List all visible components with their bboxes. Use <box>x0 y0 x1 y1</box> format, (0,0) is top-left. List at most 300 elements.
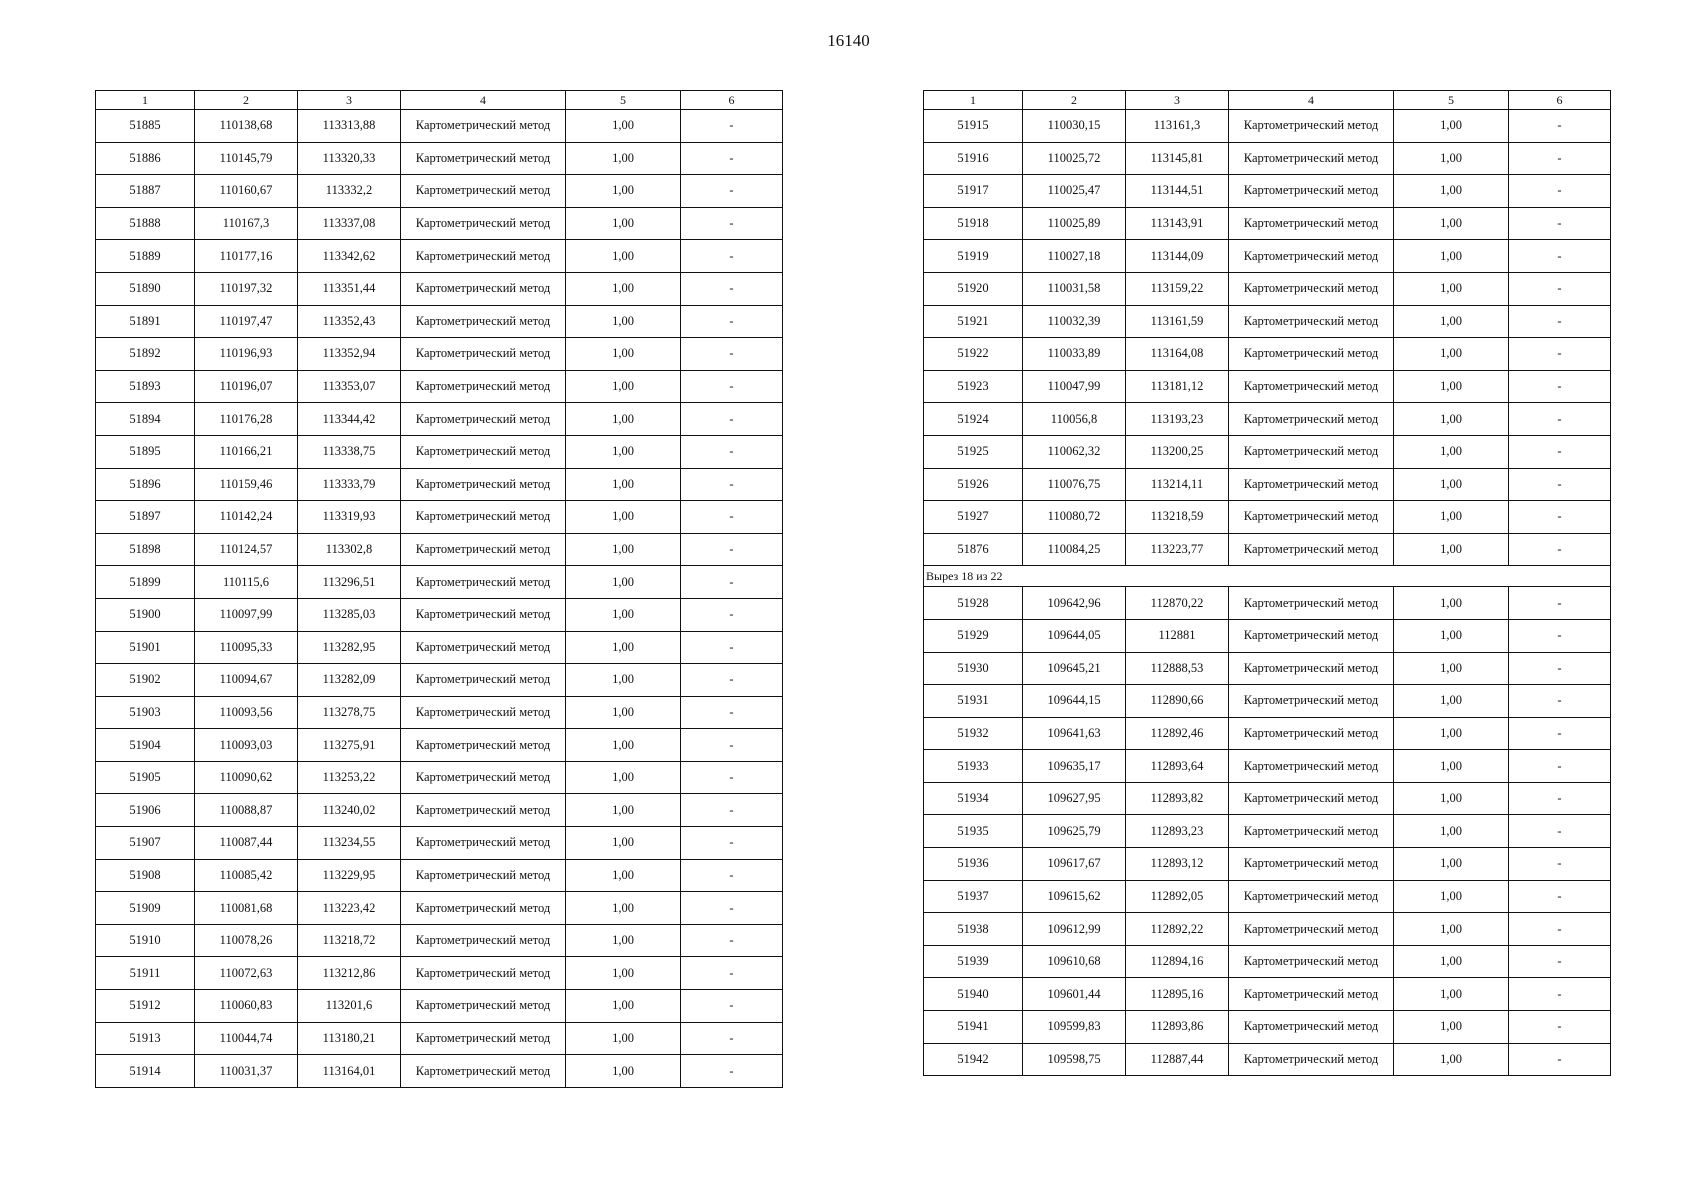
x-coordinate-cell: 110097,99 <box>195 598 298 631</box>
description-cell: - <box>1509 435 1611 468</box>
method-cell: Картометрический метод <box>401 990 566 1023</box>
description-cell: - <box>681 305 783 338</box>
method-cell: Картометрический метод <box>1229 403 1394 436</box>
point-number-cell: 51886 <box>96 142 195 175</box>
table-row <box>96 142 783 175</box>
point-number-cell: 51942 <box>924 1043 1023 1076</box>
x-coordinate-cell: 110196,93 <box>195 338 298 371</box>
description-cell: - <box>1509 913 1611 946</box>
table-row <box>96 533 783 566</box>
description-cell: - <box>681 631 783 664</box>
y-coordinate-cell: 112893,86 <box>1126 1011 1229 1044</box>
table-row <box>924 717 1611 750</box>
method-cell: Картометрический метод <box>1229 110 1394 143</box>
method-cell: Картометрический метод <box>1229 175 1394 208</box>
accuracy-cell: 1,00 <box>1394 587 1509 620</box>
accuracy-cell: 1,00 <box>1394 305 1509 338</box>
accuracy-cell: 1,00 <box>1394 272 1509 305</box>
column-header: 1 <box>924 91 1023 110</box>
table-row <box>96 696 783 729</box>
point-number-cell: 51887 <box>96 175 195 208</box>
x-coordinate-cell: 110025,47 <box>1023 175 1126 208</box>
x-coordinate-cell: 110145,79 <box>195 142 298 175</box>
accuracy-cell: 1,00 <box>1394 468 1509 501</box>
table-row <box>96 175 783 208</box>
x-coordinate-cell: 109625,79 <box>1023 815 1126 848</box>
method-cell: Картометрический метод <box>401 566 566 599</box>
method-cell: Картометрический метод <box>1229 501 1394 534</box>
point-number-cell: 51893 <box>96 370 195 403</box>
column-header: 4 <box>1229 91 1394 110</box>
y-coordinate-cell: 113234,55 <box>298 827 401 860</box>
point-number-cell: 51905 <box>96 761 195 794</box>
description-cell: - <box>1509 370 1611 403</box>
method-cell: Картометрический метод <box>1229 305 1394 338</box>
y-coordinate-cell: 113161,3 <box>1126 110 1229 143</box>
method-cell: Картометрический метод <box>401 305 566 338</box>
column-header: 2 <box>195 91 298 110</box>
point-number-cell: 51899 <box>96 566 195 599</box>
method-cell: Картометрический метод <box>1229 685 1394 718</box>
point-number-cell: 51927 <box>924 501 1023 534</box>
point-number-cell: 51940 <box>924 978 1023 1011</box>
description-cell: - <box>681 533 783 566</box>
method-cell: Картометрический метод <box>1229 435 1394 468</box>
x-coordinate-cell: 110047,99 <box>1023 370 1126 403</box>
x-coordinate-cell: 110197,47 <box>195 305 298 338</box>
table-row <box>96 859 783 892</box>
x-coordinate-cell: 110087,44 <box>195 827 298 860</box>
point-number-cell: 51937 <box>924 880 1023 913</box>
column-header: 1 <box>96 91 195 110</box>
description-cell: - <box>1509 142 1611 175</box>
point-number-cell: 51900 <box>96 598 195 631</box>
method-cell: Картометрический метод <box>401 859 566 892</box>
x-coordinate-cell: 110095,33 <box>195 631 298 664</box>
y-coordinate-cell: 113333,79 <box>298 468 401 501</box>
x-coordinate-cell: 110090,62 <box>195 761 298 794</box>
accuracy-cell: 1,00 <box>1394 142 1509 175</box>
x-coordinate-cell: 110060,83 <box>195 990 298 1023</box>
accuracy-cell: 1,00 <box>1394 1043 1509 1076</box>
table-row <box>924 945 1611 978</box>
point-number-cell: 51916 <box>924 142 1023 175</box>
x-coordinate-cell: 110031,58 <box>1023 272 1126 305</box>
method-cell: Картометрический метод <box>1229 717 1394 750</box>
table-row <box>96 1055 783 1088</box>
accuracy-cell: 1,00 <box>566 110 681 143</box>
y-coordinate-cell: 112893,64 <box>1126 750 1229 783</box>
x-coordinate-cell: 109645,21 <box>1023 652 1126 685</box>
section-label: Вырез 18 из 22 <box>924 566 1611 587</box>
method-cell: Картометрический метод <box>401 403 566 436</box>
method-cell: Картометрический метод <box>401 272 566 305</box>
table-row <box>924 913 1611 946</box>
method-cell: Картометрический метод <box>1229 1011 1394 1044</box>
description-cell: - <box>681 892 783 925</box>
description-cell: - <box>1509 815 1611 848</box>
x-coordinate-cell: 110072,63 <box>195 957 298 990</box>
accuracy-cell: 1,00 <box>1394 207 1509 240</box>
point-number-cell: 51913 <box>96 1022 195 1055</box>
method-cell: Картометрический метод <box>401 1022 566 1055</box>
description-cell: - <box>1509 272 1611 305</box>
table-row <box>924 782 1611 815</box>
y-coordinate-cell: 112895,16 <box>1126 978 1229 1011</box>
x-coordinate-cell: 110080,72 <box>1023 501 1126 534</box>
table-row <box>924 848 1611 881</box>
accuracy-cell: 1,00 <box>566 729 681 762</box>
method-cell: Картометрический метод <box>401 957 566 990</box>
description-cell: - <box>681 501 783 534</box>
y-coordinate-cell: 112890,66 <box>1126 685 1229 718</box>
point-number-cell: 51914 <box>96 1055 195 1088</box>
point-number-cell: 51921 <box>924 305 1023 338</box>
description-cell: - <box>681 729 783 762</box>
table-row <box>924 435 1611 468</box>
description-cell: - <box>681 794 783 827</box>
table-row <box>924 652 1611 685</box>
point-number-cell: 51908 <box>96 859 195 892</box>
description-cell: - <box>1509 1011 1611 1044</box>
description-cell: - <box>681 207 783 240</box>
method-cell: Картометрический метод <box>401 142 566 175</box>
table-row <box>924 750 1611 783</box>
y-coordinate-cell: 113282,95 <box>298 631 401 664</box>
method-cell: Картометрический метод <box>401 598 566 631</box>
column-header: 2 <box>1023 91 1126 110</box>
description-cell: - <box>681 110 783 143</box>
point-number-cell: 51941 <box>924 1011 1023 1044</box>
y-coordinate-cell: 113214,11 <box>1126 468 1229 501</box>
accuracy-cell: 1,00 <box>1394 240 1509 273</box>
x-coordinate-cell: 110078,26 <box>195 924 298 957</box>
point-number-cell: 51922 <box>924 338 1023 371</box>
point-number-cell: 51904 <box>96 729 195 762</box>
y-coordinate-cell: 113332,2 <box>298 175 401 208</box>
x-coordinate-cell: 110027,18 <box>1023 240 1126 273</box>
point-number-cell: 51907 <box>96 827 195 860</box>
point-number-cell: 51889 <box>96 240 195 273</box>
method-cell: Картометрический метод <box>401 696 566 729</box>
table-row <box>924 142 1611 175</box>
table-row <box>924 587 1611 620</box>
method-cell: Картометрический метод <box>401 501 566 534</box>
description-cell: - <box>681 142 783 175</box>
description-cell: - <box>1509 685 1611 718</box>
y-coordinate-cell: 113159,22 <box>1126 272 1229 305</box>
method-cell: Картометрический метод <box>1229 815 1394 848</box>
method-cell: Картометрический метод <box>1229 913 1394 946</box>
method-cell: Картометрический метод <box>1229 370 1394 403</box>
y-coordinate-cell: 112881 <box>1126 619 1229 652</box>
accuracy-cell: 1,00 <box>1394 370 1509 403</box>
description-cell: - <box>681 1022 783 1055</box>
point-number-cell: 51896 <box>96 468 195 501</box>
point-number-cell: 51903 <box>96 696 195 729</box>
method-cell: Картометрический метод <box>401 240 566 273</box>
description-cell: - <box>681 859 783 892</box>
y-coordinate-cell: 113212,86 <box>298 957 401 990</box>
y-coordinate-cell: 113145,81 <box>1126 142 1229 175</box>
accuracy-cell: 1,00 <box>566 533 681 566</box>
column-header: 3 <box>298 91 401 110</box>
table-row <box>924 175 1611 208</box>
x-coordinate-cell: 110025,72 <box>1023 142 1126 175</box>
accuracy-cell: 1,00 <box>566 338 681 371</box>
x-coordinate-cell: 110081,68 <box>195 892 298 925</box>
x-coordinate-cell: 110124,57 <box>195 533 298 566</box>
point-number-cell: 51894 <box>96 403 195 436</box>
x-coordinate-cell: 109627,95 <box>1023 782 1126 815</box>
point-number-cell: 51929 <box>924 619 1023 652</box>
y-coordinate-cell: 112887,44 <box>1126 1043 1229 1076</box>
y-coordinate-cell: 113193,23 <box>1126 403 1229 436</box>
y-coordinate-cell: 113285,03 <box>298 598 401 631</box>
table-row <box>924 978 1611 1011</box>
table-row <box>96 794 783 827</box>
accuracy-cell: 1,00 <box>566 175 681 208</box>
description-cell: - <box>681 664 783 697</box>
y-coordinate-cell: 113337,08 <box>298 207 401 240</box>
accuracy-cell: 1,00 <box>566 501 681 534</box>
description-cell: - <box>681 175 783 208</box>
y-coordinate-cell: 113200,25 <box>1126 435 1229 468</box>
point-number-cell: 51924 <box>924 403 1023 436</box>
x-coordinate-cell: 110076,75 <box>1023 468 1126 501</box>
point-number-cell: 51934 <box>924 782 1023 815</box>
description-cell: - <box>1509 110 1611 143</box>
table-row <box>96 110 783 143</box>
method-cell: Картометрический метод <box>1229 272 1394 305</box>
table-row <box>924 880 1611 913</box>
description-cell: - <box>1509 533 1611 566</box>
accuracy-cell: 1,00 <box>566 207 681 240</box>
description-cell: - <box>1509 945 1611 978</box>
accuracy-cell: 1,00 <box>566 794 681 827</box>
table-row <box>96 207 783 240</box>
description-cell: - <box>1509 782 1611 815</box>
y-coordinate-cell: 113218,72 <box>298 924 401 957</box>
point-number-cell: 51936 <box>924 848 1023 881</box>
point-number-cell: 51920 <box>924 272 1023 305</box>
method-cell: Картометрический метод <box>1229 652 1394 685</box>
x-coordinate-cell: 109601,44 <box>1023 978 1126 1011</box>
x-coordinate-cell: 109612,99 <box>1023 913 1126 946</box>
table-row <box>96 990 783 1023</box>
x-coordinate-cell: 110033,89 <box>1023 338 1126 371</box>
point-number-cell: 51876 <box>924 533 1023 566</box>
accuracy-cell: 1,00 <box>566 827 681 860</box>
point-number-cell: 51919 <box>924 240 1023 273</box>
point-number-cell: 51902 <box>96 664 195 697</box>
accuracy-cell: 1,00 <box>1394 750 1509 783</box>
x-coordinate-cell: 110093,03 <box>195 729 298 762</box>
x-coordinate-cell: 110159,46 <box>195 468 298 501</box>
description-cell: - <box>681 924 783 957</box>
accuracy-cell: 1,00 <box>566 403 681 436</box>
column-header: 5 <box>566 91 681 110</box>
y-coordinate-cell: 113351,44 <box>298 272 401 305</box>
accuracy-cell: 1,00 <box>1394 338 1509 371</box>
description-cell: - <box>1509 717 1611 750</box>
method-cell: Картометрический метод <box>1229 142 1394 175</box>
description-cell: - <box>1509 750 1611 783</box>
section-row <box>924 566 1611 587</box>
table-row <box>96 761 783 794</box>
table-row <box>96 924 783 957</box>
table-row <box>96 631 783 664</box>
x-coordinate-cell: 110044,74 <box>195 1022 298 1055</box>
table-row <box>924 501 1611 534</box>
description-cell: - <box>681 696 783 729</box>
point-number-cell: 51898 <box>96 533 195 566</box>
description-cell: - <box>1509 501 1611 534</box>
accuracy-cell: 1,00 <box>566 892 681 925</box>
column-header: 3 <box>1126 91 1229 110</box>
table-row <box>924 815 1611 848</box>
table-row <box>96 566 783 599</box>
method-cell: Картометрический метод <box>401 370 566 403</box>
method-cell: Картометрический метод <box>1229 880 1394 913</box>
method-cell: Картометрический метод <box>401 468 566 501</box>
y-coordinate-cell: 112892,05 <box>1126 880 1229 913</box>
accuracy-cell: 1,00 <box>566 924 681 957</box>
accuracy-cell: 1,00 <box>1394 533 1509 566</box>
method-cell: Картометрический метод <box>1229 619 1394 652</box>
point-number-cell: 51925 <box>924 435 1023 468</box>
description-cell: - <box>681 435 783 468</box>
page-number: 16140 <box>827 31 870 50</box>
description-cell: - <box>681 761 783 794</box>
y-coordinate-cell: 112870,22 <box>1126 587 1229 620</box>
y-coordinate-cell: 113338,75 <box>298 435 401 468</box>
method-cell: Картометрический метод <box>1229 240 1394 273</box>
y-coordinate-cell: 113240,02 <box>298 794 401 827</box>
description-cell: - <box>681 990 783 1023</box>
accuracy-cell: 1,00 <box>566 631 681 664</box>
table-row <box>924 533 1611 566</box>
x-coordinate-cell: 109644,05 <box>1023 619 1126 652</box>
table-row <box>96 957 783 990</box>
point-number-cell: 51912 <box>96 990 195 1023</box>
point-number-cell: 51906 <box>96 794 195 827</box>
table-row <box>96 892 783 925</box>
table-row <box>96 827 783 860</box>
y-coordinate-cell: 113352,43 <box>298 305 401 338</box>
table-row <box>924 110 1611 143</box>
accuracy-cell: 1,00 <box>1394 782 1509 815</box>
accuracy-cell: 1,00 <box>1394 403 1509 436</box>
y-coordinate-cell: 113344,42 <box>298 403 401 436</box>
method-cell: Картометрический метод <box>1229 468 1394 501</box>
table-row <box>924 272 1611 305</box>
description-cell: - <box>1509 978 1611 1011</box>
y-coordinate-cell: 112893,23 <box>1126 815 1229 848</box>
point-number-cell: 51933 <box>924 750 1023 783</box>
description-cell: - <box>1509 240 1611 273</box>
method-cell: Картометрический метод <box>401 892 566 925</box>
y-coordinate-cell: 113282,09 <box>298 664 401 697</box>
accuracy-cell: 1,00 <box>566 696 681 729</box>
y-coordinate-cell: 112893,12 <box>1126 848 1229 881</box>
method-cell: Картометрический метод <box>401 1055 566 1088</box>
x-coordinate-cell: 110176,28 <box>195 403 298 436</box>
y-coordinate-cell: 113278,75 <box>298 696 401 729</box>
x-coordinate-cell: 110093,56 <box>195 696 298 729</box>
accuracy-cell: 1,00 <box>566 468 681 501</box>
x-coordinate-cell: 110115,6 <box>195 566 298 599</box>
accuracy-cell: 1,00 <box>566 664 681 697</box>
point-number-cell: 51923 <box>924 370 1023 403</box>
y-coordinate-cell: 113181,12 <box>1126 370 1229 403</box>
accuracy-cell: 1,00 <box>566 859 681 892</box>
point-number-cell: 51885 <box>96 110 195 143</box>
description-cell: - <box>681 403 783 436</box>
x-coordinate-cell: 109598,75 <box>1023 1043 1126 1076</box>
accuracy-cell: 1,00 <box>1394 717 1509 750</box>
method-cell: Картометрический метод <box>401 175 566 208</box>
accuracy-cell: 1,00 <box>566 240 681 273</box>
table-row <box>96 338 783 371</box>
y-coordinate-cell: 113302,8 <box>298 533 401 566</box>
accuracy-cell: 1,00 <box>566 957 681 990</box>
x-coordinate-cell: 109615,62 <box>1023 880 1126 913</box>
description-cell: - <box>1509 175 1611 208</box>
description-cell: - <box>681 240 783 273</box>
x-coordinate-cell: 110160,67 <box>195 175 298 208</box>
x-coordinate-cell: 110085,42 <box>195 859 298 892</box>
y-coordinate-cell: 113229,95 <box>298 859 401 892</box>
method-cell: Картометрический метод <box>1229 1043 1394 1076</box>
table-row <box>924 1011 1611 1044</box>
table-row <box>924 240 1611 273</box>
point-number-cell: 51938 <box>924 913 1023 946</box>
description-cell: - <box>1509 587 1611 620</box>
description-cell: - <box>681 957 783 990</box>
accuracy-cell: 1,00 <box>1394 619 1509 652</box>
accuracy-cell: 1,00 <box>1394 880 1509 913</box>
column-header: 5 <box>1394 91 1509 110</box>
table-row <box>924 338 1611 371</box>
point-number-cell: 51910 <box>96 924 195 957</box>
description-cell: - <box>1509 880 1611 913</box>
table-row <box>96 403 783 436</box>
point-number-cell: 51935 <box>924 815 1023 848</box>
y-coordinate-cell: 113296,51 <box>298 566 401 599</box>
y-coordinate-cell: 112893,82 <box>1126 782 1229 815</box>
table-header-row <box>96 91 783 110</box>
point-number-cell: 51932 <box>924 717 1023 750</box>
column-header: 6 <box>681 91 783 110</box>
method-cell: Картометрический метод <box>1229 945 1394 978</box>
column-header: 4 <box>401 91 566 110</box>
table-row <box>96 501 783 534</box>
y-coordinate-cell: 112892,46 <box>1126 717 1229 750</box>
x-coordinate-cell: 109642,96 <box>1023 587 1126 620</box>
accuracy-cell: 1,00 <box>566 990 681 1023</box>
description-cell: - <box>681 598 783 631</box>
y-coordinate-cell: 113164,01 <box>298 1055 401 1088</box>
method-cell: Картометрический метод <box>1229 338 1394 371</box>
description-cell: - <box>1509 652 1611 685</box>
description-cell: - <box>1509 338 1611 371</box>
table-row <box>924 468 1611 501</box>
point-number-cell: 51931 <box>924 685 1023 718</box>
y-coordinate-cell: 113201,6 <box>298 990 401 1023</box>
y-coordinate-cell: 112892,22 <box>1126 913 1229 946</box>
accuracy-cell: 1,00 <box>1394 435 1509 468</box>
